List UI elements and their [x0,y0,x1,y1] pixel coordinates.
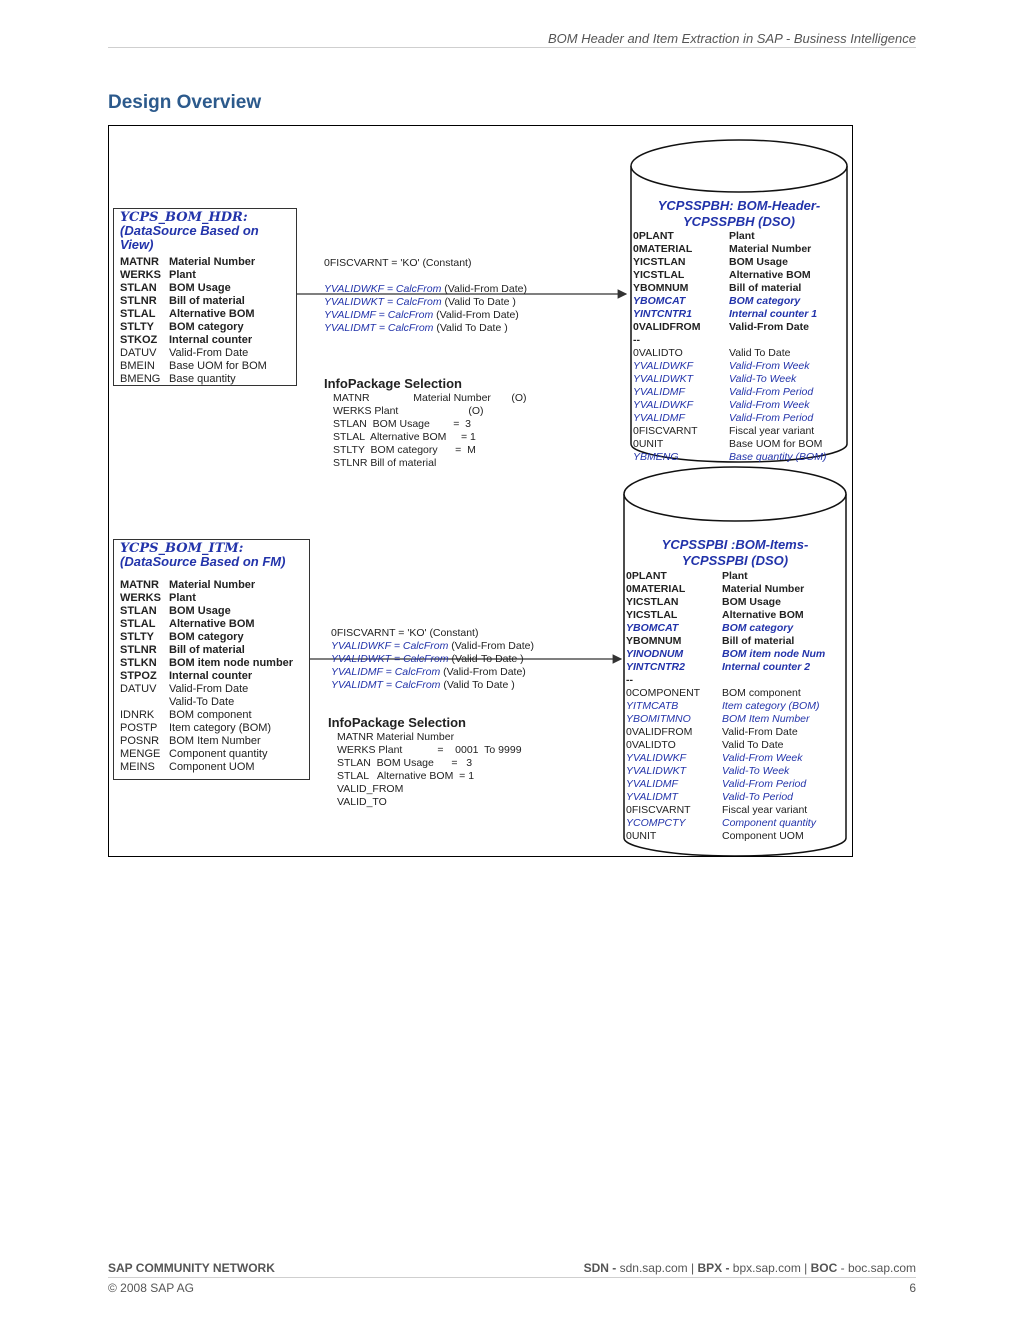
field-desc: BOM category [169,321,244,333]
field-row [120,722,309,735]
dso-field-desc: Fiscal year variant [722,804,808,816]
dso-field-code: YVALIDMF [633,412,685,424]
dso-field-desc: Valid-From Date [722,726,798,738]
dso-field-code: 0UNIT [626,830,657,842]
field-row [120,644,309,657]
dso-field-desc: Material Number [729,243,812,255]
mapping-line [331,640,534,653]
dso-field-row [626,700,825,713]
field-desc: Bill of material [169,295,245,307]
field-code: DATUV [120,683,157,695]
mapping-formula: YVALIDMT = CalcFrom [324,322,434,334]
dso-field-desc: Valid-From Period [729,412,814,424]
selection-line: MATNR Material Number (O) [333,392,527,404]
dso-field-code: 0PLANT [626,570,667,582]
field-row [120,709,309,722]
dso-field-code: 0FISCVARNT [626,804,691,816]
footer-copyright: © 2008 SAP AG [108,1281,195,1295]
selection-line: WERKS Plant = 0001 To 9999 [337,744,522,756]
dso-field-row [626,778,825,791]
dso-field-code: 0FISCVARNT [633,425,698,437]
dso-field-row [626,609,825,622]
itm-datasource-box [113,539,310,780]
dso-field-code: YVALIDWKT [626,765,687,777]
mapping-source: (Valid To Date ) [433,322,508,334]
dso-field-code: 0VALIDTO [633,347,683,359]
dso-field-desc: BOM component [722,687,801,699]
footer-bpx-link[interactable]: bpx.sap.com [732,1261,801,1275]
dso-field-row [633,347,826,360]
dso-field-code: 0VALIDTO [626,739,676,751]
dso-field-code: YVALIDWKT [633,373,694,385]
dso-field-code: 0MATERIAL [633,243,693,255]
dso-field-desc: BOM Usage [729,256,788,268]
dso-field-row [626,765,825,778]
dso-field-row [626,583,825,596]
field-code: BMENG [120,373,161,385]
dso-field-code: YVALIDWKF [633,399,694,411]
field-row [120,282,296,295]
itm-constant: 0FISCVARNT = 'KO' (Constant) [331,627,479,639]
dso-field-row [633,256,826,269]
field-code: POSTP [120,722,158,734]
field-code: STLKN [120,657,157,669]
dso-field-desc: Item category (BOM) [722,700,820,712]
dso-field-desc: Base quantity (BOM) [729,451,827,463]
dso-field-desc: Valid To Date [729,347,791,359]
dso-field-row [626,648,825,661]
page-header-title: BOM Header and Item Extraction in SAP - Business Intelligence [547,31,916,46]
mapping-source: (Valid To Date ) [441,296,516,308]
itm-mapping-lines [331,640,534,692]
mapping-source: (Valid-From Date) [441,283,527,295]
field-code: STLAN [120,282,157,294]
dso-field-code: -- [626,674,633,686]
field-code: DATUV [120,347,157,359]
dso-field-code: YITMCATB [626,700,679,712]
mapping-line [324,283,527,296]
mapping-line [331,653,534,666]
field-code: MENGE [120,748,161,760]
dso-field-row [626,661,825,674]
dso-field-row [633,438,826,451]
footer-sep: | [687,1261,698,1275]
dso-field-row [633,321,826,334]
itm-datasource-title: YCPS_BOM_ITM: [120,541,244,556]
page-number: 6 [909,1281,916,1295]
field-code: IDNRK [120,709,155,721]
dso-field-code: YINTCNTR2 [626,661,685,673]
field-code: WERKS [120,269,161,281]
mapping-line [324,322,527,335]
dso-field-row [633,282,826,295]
dso-field-desc: Alternative BOM [722,609,804,621]
field-desc: BOM component [169,709,252,721]
dso-field-code: -- [633,334,640,346]
dso-field-desc: Valid-From Week [729,399,810,411]
field-code: STKOZ [120,334,158,346]
dso-field-code: 0VALIDFROM [626,726,693,738]
field-row [120,696,309,709]
field-desc: Component quantity [169,748,268,760]
dso-field-code: YVALIDWKF [633,360,694,372]
field-desc: BOM Usage [169,282,231,294]
field-code: STPOZ [120,670,157,682]
dso-field-row [626,830,825,843]
dso-field-row [626,817,825,830]
hdr-datasource-box [113,208,297,386]
field-row [120,631,309,644]
dso-field-desc: BOM category [722,622,794,634]
dso-field-row [633,412,826,425]
dso-field-row [626,622,825,635]
dso-field-desc: Valid To Date [722,739,784,751]
hdr-dso-fields [633,230,826,464]
itm-selection-lines [337,731,522,809]
dso-field-desc: Internal counter 2 [722,661,811,673]
hdr-datasource-title: YCPS_BOM_HDR: [120,210,248,225]
field-desc: Valid-To Date [169,696,235,708]
field-desc: BOM Usage [169,605,231,617]
dso-field-desc: Valid-From Date [729,321,809,333]
dso-field-row [633,334,826,347]
selection-line: STLTY BOM category = M [333,444,476,456]
mapping-source: (Valid-From Date) [433,309,519,321]
mapping-line [331,679,534,692]
field-code: STLAL [120,618,156,630]
dso-field-row [633,308,826,321]
mapping-source: (Valid-From Date) [440,666,526,678]
dso-field-code: YICSTLAN [633,256,686,268]
dso-field-desc: Component UOM [722,830,804,842]
section-title: Design Overview [108,92,262,113]
field-row [120,308,296,321]
field-code: BMEIN [120,360,155,372]
mapping-formula: YVALIDWKF = CalcFrom [331,640,449,652]
field-desc: Base UOM for BOM [169,360,267,372]
dso-field-code: YICSTLAN [626,596,679,608]
selection-line: STLAN BOM Usage = 3 [337,757,473,769]
dso-field-row [633,269,826,282]
itm-selection-title: InfoPackage Selection [328,715,466,730]
selection-line: STLAL Alternative BOM = 1 [333,431,476,443]
field-row [120,256,296,269]
field-desc: Valid-From Date [169,683,249,695]
field-desc: Internal counter [169,334,253,346]
hdr-selection-title: InfoPackage Selection [324,376,462,391]
dso-field-row [626,713,825,726]
dso-field-desc: Bill of material [729,282,802,294]
field-desc: Plant [169,592,196,604]
dso-field-row [626,804,825,817]
field-row [120,735,309,748]
dso-field-desc: Fiscal year variant [729,425,815,437]
dso-field-code: YINODNUM [626,648,684,660]
field-row [120,579,309,592]
field-desc: Item category (BOM) [169,722,272,734]
selection-line: MATNR Material Number [337,731,455,743]
hdr-dso-title [631,198,847,230]
hdr-dso-title-line2: YCPSSPBH (DSO) [683,214,795,229]
field-row [120,605,309,618]
mapping-formula: YVALIDWKT = CalcFrom [324,296,442,308]
dso-field-row [626,726,825,739]
field-desc: Alternative BOM [169,308,255,320]
field-desc: Internal counter [169,670,253,682]
dso-field-code: 0VALIDFROM [633,321,701,333]
dso-field-code: YICSTLAL [633,269,685,281]
footer-bpx-label: BPX - [697,1261,733,1275]
hdr-dso-title-line1: YCPSSPBH: BOM-Header- [657,198,821,213]
dso-field-code: 0COMPONENT [626,687,701,699]
hdr-constant: 0FISCVARNT = 'KO' (Constant) [324,257,472,269]
dso-field-row [633,386,826,399]
selection-line: VALID_TO [337,796,387,808]
dso-field-code: YBOMCAT [626,622,679,634]
header-divider [108,47,916,48]
selection-line: STLNR Bill of material [333,457,437,469]
field-desc: Alternative BOM [169,618,255,630]
field-desc: Material Number [169,256,256,268]
footer-divider [108,1277,916,1278]
dso-field-code: YICSTLAL [626,609,678,621]
footer-network: SAP COMMUNITY NETWORK [108,1261,275,1275]
field-row [120,748,309,761]
dso-field-desc: BOM item node Num [722,648,826,660]
field-desc: Component UOM [169,761,255,773]
dso-field-desc: Valid-To Period [722,791,794,803]
field-code: STLTY [120,321,155,333]
field-row [120,761,309,774]
dso-field-code: YBOMCAT [633,295,686,307]
dso-field-desc: Base UOM for BOM [729,438,823,450]
field-desc: BOM category [169,631,244,643]
itm-dso-fields [626,570,825,843]
field-desc: Valid-From Date [169,347,249,359]
field-code: MATNR [120,256,159,268]
field-row [120,670,309,683]
selection-line: STLAL Alternative BOM = 1 [337,770,475,782]
dso-field-desc: Internal counter 1 [729,308,818,320]
field-row [120,657,309,670]
dso-field-row [626,752,825,765]
design-diagram [108,125,853,857]
dso-field-desc: Material Number [722,583,805,595]
mapping-formula: YVALIDWKF = CalcFrom [324,283,442,295]
dso-field-desc: Valid-From Week [722,752,803,764]
dso-field-row [626,739,825,752]
dso-field-code: 0MATERIAL [626,583,686,595]
footer-boc-label: BOC [810,1261,838,1275]
footer-sdn-link[interactable]: sdn.sap.com [619,1261,688,1275]
mapping-source: (Valid-From Date) [448,640,534,652]
itm-field-list [114,579,309,774]
dso-field-row [633,451,826,464]
itm-dso-title [624,537,846,569]
field-row [120,334,296,347]
mapping-formula: YVALIDWKT = CalcFrom [331,653,449,665]
field-code: STLAL [120,308,156,320]
mapping-source: (Valid To Date ) [440,679,515,691]
field-desc: Material Number [169,579,256,591]
mapping-line [331,666,534,679]
field-code: STLNR [120,295,157,307]
field-code: STLTY [120,631,155,643]
footer-sep: | [800,1261,811,1275]
dso-field-code: YBOMITMNO [626,713,691,725]
dso-field-row [633,425,826,438]
dso-field-row [626,635,825,648]
dso-field-desc: Valid-From Week [729,360,810,372]
field-desc: Bill of material [169,644,245,656]
dso-field-desc: Valid-From Period [729,386,814,398]
mapping-formula: YVALIDMF = CalcFrom [324,309,434,321]
field-row [120,360,296,373]
dso-field-desc: Alternative BOM [729,269,811,281]
dso-field-code: YBOMNUM [626,635,682,647]
dso-field-row [633,360,826,373]
mapping-source: (Valid-To Date ) [448,653,524,665]
dso-field-code: 0UNIT [633,438,664,450]
field-row [120,295,296,308]
dso-field-row [626,687,825,700]
field-row [120,683,309,696]
mapping-line [324,296,527,309]
dso-field-row [626,570,825,583]
field-code: STLAN [120,605,157,617]
hdr-field-list [114,256,296,386]
dso-field-code: YBOMNUM [633,282,689,294]
selection-line: WERKS Plant (O) [333,405,484,417]
dso-field-desc: Valid-To Week [729,373,797,385]
field-code: WERKS [120,592,161,604]
field-desc: BOM Item Number [169,735,261,747]
field-desc: Plant [169,269,196,281]
dso-field-row [626,596,825,609]
dso-field-desc: BOM Usage [722,596,781,608]
hdr-selection-lines [333,392,527,470]
itm-datasource-subtitle: (DataSource Based on FM) [120,554,286,569]
field-row [120,618,309,631]
dso-field-desc: Plant [722,570,748,582]
dso-field-row [633,373,826,386]
selection-line: VALID_FROM [337,783,404,795]
itm-dso-title-line1: YCPSSPBI :BOM-Items- [661,537,809,552]
field-desc: Base quantity [169,373,236,385]
dso-field-row [633,399,826,412]
hdr-mapping-lines [324,283,527,335]
dso-field-code: YVALIDMF [626,778,678,790]
dso-field-code: YVALIDMF [633,386,685,398]
field-row [120,592,309,605]
field-desc: BOM item node number [169,657,294,669]
hdr-datasource-subtitle: (DataSource Based on View) [120,223,259,252]
mapping-formula: YVALIDMF = CalcFrom [331,666,441,678]
dso-field-code: YBMENG [633,451,679,463]
field-row [120,347,296,360]
mapping-formula: YVALIDMT = CalcFrom [331,679,441,691]
dso-field-code: YVALIDWKF [626,752,687,764]
dso-field-desc: Bill of material [722,635,795,647]
dso-field-row [633,295,826,308]
footer-boc-link[interactable]: - boc.sap.com [837,1261,916,1275]
field-row [120,269,296,282]
dso-field-desc: Valid-To Week [722,765,790,777]
field-code: STLNR [120,644,157,656]
field-row [120,373,296,386]
dso-field-code: YCOMPCTY [626,817,686,829]
mapping-line [324,309,527,322]
itm-dso-title-line2: YCPSSPBI (DSO) [681,553,789,568]
field-code: MATNR [120,579,159,591]
field-row [120,321,296,334]
selection-line: STLAN BOM Usage = 3 [333,418,472,430]
footer-links [584,1261,916,1275]
dso-field-desc: Plant [729,230,755,242]
dso-field-code: YINTCNTR1 [633,308,692,320]
dso-field-desc: BOM category [729,295,801,307]
dso-field-desc: Valid-From Period [722,778,807,790]
dso-field-code: 0PLANT [633,230,674,242]
dso-field-desc: Component quantity [722,817,816,829]
dso-field-row [633,243,826,256]
field-code: POSNR [120,735,160,747]
field-code: MEINS [120,761,155,773]
footer-sdn-label: SDN - [583,1261,620,1275]
dso-field-code: YVALIDMT [626,791,678,803]
dso-field-desc: BOM Item Number [722,713,810,725]
dso-field-row [633,230,826,243]
dso-field-row [626,791,825,804]
dso-field-row [626,674,825,687]
